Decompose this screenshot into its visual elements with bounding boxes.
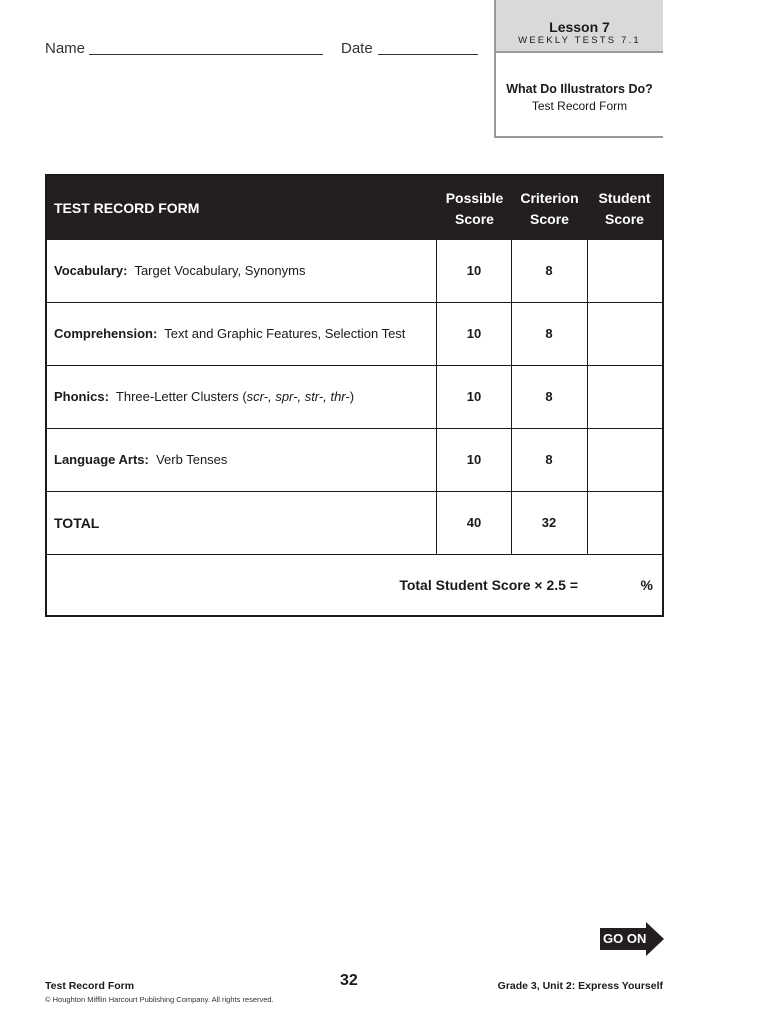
possible-score-cell: 10 bbox=[436, 429, 511, 491]
category-label: Vocabulary: bbox=[54, 263, 128, 278]
student-score-cell[interactable] bbox=[587, 429, 662, 491]
category-detail: Target Vocabulary, Synonyms bbox=[134, 263, 306, 278]
category-detail-pre: Three-Letter Clusters ( bbox=[115, 389, 247, 404]
date-underline bbox=[378, 54, 478, 55]
percent-sign: % bbox=[640, 577, 653, 593]
category-label: Phonics: bbox=[54, 389, 109, 404]
possible-score-cell: 10 bbox=[436, 366, 511, 428]
student-score-cell[interactable] bbox=[587, 303, 662, 365]
possible-header-line1: Possible bbox=[445, 190, 504, 206]
name-label: Name bbox=[45, 40, 86, 57]
criterion-score-cell: 8 bbox=[511, 303, 586, 365]
row-label bbox=[54, 240, 305, 302]
go-on-arrow bbox=[600, 922, 664, 956]
criterion-score-header bbox=[512, 188, 587, 230]
total-row bbox=[47, 492, 662, 555]
row-label bbox=[54, 429, 227, 491]
lesson-box bbox=[494, 0, 663, 138]
criterion-header-line2: Score bbox=[530, 211, 569, 227]
total-student-cell[interactable] bbox=[587, 492, 662, 554]
student-score-cell[interactable] bbox=[587, 240, 662, 302]
page-number: 32 bbox=[340, 972, 358, 989]
category-label: Comprehension: bbox=[54, 326, 158, 341]
student-header-line1: Student bbox=[598, 190, 651, 206]
possible-score-cell: 10 bbox=[436, 303, 511, 365]
table-row bbox=[47, 366, 662, 429]
footer-copyright: © Houghton Mifflin Harcourt Publishing Company. All rights reserved. bbox=[45, 995, 274, 1004]
criterion-score-cell: 8 bbox=[511, 240, 586, 302]
date-field[interactable] bbox=[341, 40, 373, 57]
footer-grade-unit: Grade 3, Unit 2: Express Yourself bbox=[497, 980, 663, 992]
criterion-score-cell: 8 bbox=[511, 366, 586, 428]
table-title: TEST RECORD FORM bbox=[54, 200, 200, 216]
lesson-title: Lesson 7 bbox=[549, 19, 610, 35]
criterion-score-cell: 8 bbox=[511, 429, 586, 491]
category-detail-italic: scr-, spr-, str-, thr- bbox=[246, 389, 350, 404]
table-row bbox=[47, 240, 662, 303]
criterion-header-line1: Criterion bbox=[520, 190, 579, 206]
lesson-body bbox=[496, 53, 663, 115]
story-title: What Do Illustrators Do? bbox=[506, 82, 653, 96]
row-label bbox=[54, 366, 354, 428]
table-row bbox=[47, 303, 662, 366]
category-label: Language Arts: bbox=[54, 452, 149, 467]
category-detail: Text and Graphic Features, Selection Test bbox=[164, 326, 406, 341]
possible-score-cell: 10 bbox=[436, 240, 511, 302]
possible-header-line2: Score bbox=[455, 211, 494, 227]
form-name: Test Record Form bbox=[531, 99, 628, 113]
student-header-line2: Score bbox=[605, 211, 644, 227]
test-record-table bbox=[45, 174, 664, 617]
table-header bbox=[47, 176, 662, 240]
final-score-row bbox=[47, 555, 662, 615]
score-formula: Total Student Score × 2.5 = bbox=[399, 577, 578, 593]
weekly-tests-label: WEEKLY TESTS 7.1 bbox=[518, 35, 641, 46]
table-row bbox=[47, 429, 662, 492]
student-score-cell[interactable] bbox=[587, 366, 662, 428]
total-possible-cell: 40 bbox=[436, 492, 511, 554]
category-detail-post: ) bbox=[349, 389, 355, 404]
student-score-header bbox=[587, 188, 662, 230]
go-on-label: GO ON bbox=[603, 931, 647, 946]
name-field[interactable] bbox=[45, 40, 85, 57]
row-label bbox=[54, 303, 405, 365]
possible-score-header bbox=[437, 188, 512, 230]
total-label: TOTAL bbox=[54, 515, 100, 531]
date-label: Date bbox=[341, 40, 373, 57]
category-detail: Verb Tenses bbox=[156, 452, 228, 467]
footer-form-title: Test Record Form bbox=[45, 980, 135, 992]
name-underline bbox=[89, 54, 323, 55]
total-criterion-cell: 32 bbox=[511, 492, 586, 554]
lesson-header bbox=[496, 0, 663, 53]
